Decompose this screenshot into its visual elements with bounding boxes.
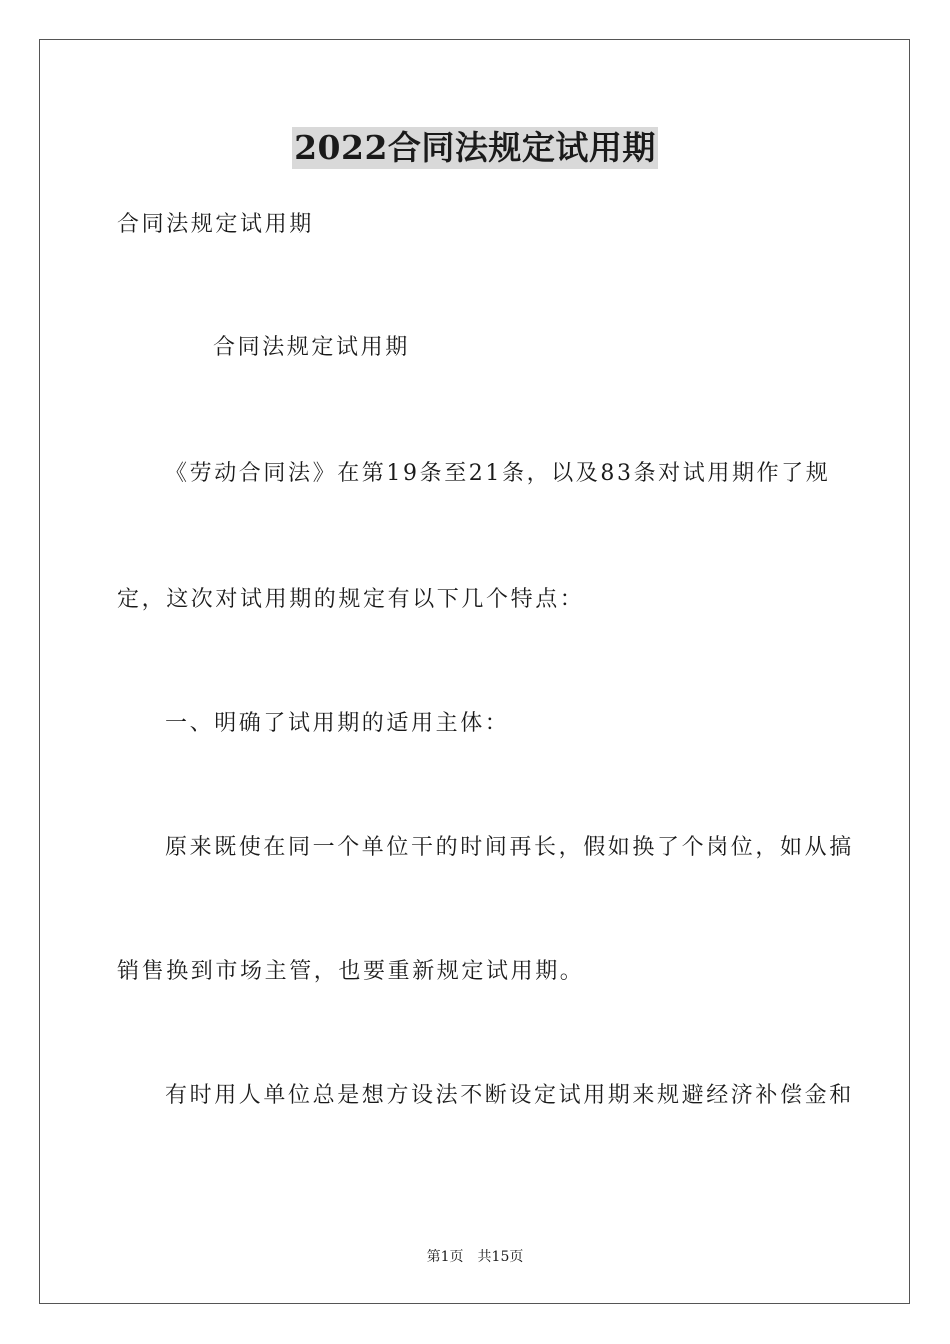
paragraph-line: 《劳动合同法》在第19条至21条，以及83条对试用期作了规 [165, 461, 831, 486]
paragraph-line: 销售换到市场主管，也要重新规定试用期。 [117, 959, 585, 984]
paragraph-line: 合同法规定试用期 [117, 212, 314, 237]
paragraph-line: 合同法规定试用期 [213, 335, 410, 360]
document-title: 2022合同法规定试用期 [294, 128, 656, 167]
paragraph-line: 一、明确了试用期的适用主体： [165, 711, 510, 736]
paragraph-line: 定，这次对试用期的规定有以下几个特点： [117, 587, 585, 612]
paragraph-line: 有时用人单位总是想方设法不断设定试用期来规避经济补偿金和 [165, 1083, 854, 1108]
paragraph-line: 原来既使在同一个单位干的时间再长，假如换了个岗位，如从搞 [165, 835, 854, 860]
page-number-footer: 第1页 共15页 [426, 1249, 524, 1265]
title-container [0, 127, 950, 169]
